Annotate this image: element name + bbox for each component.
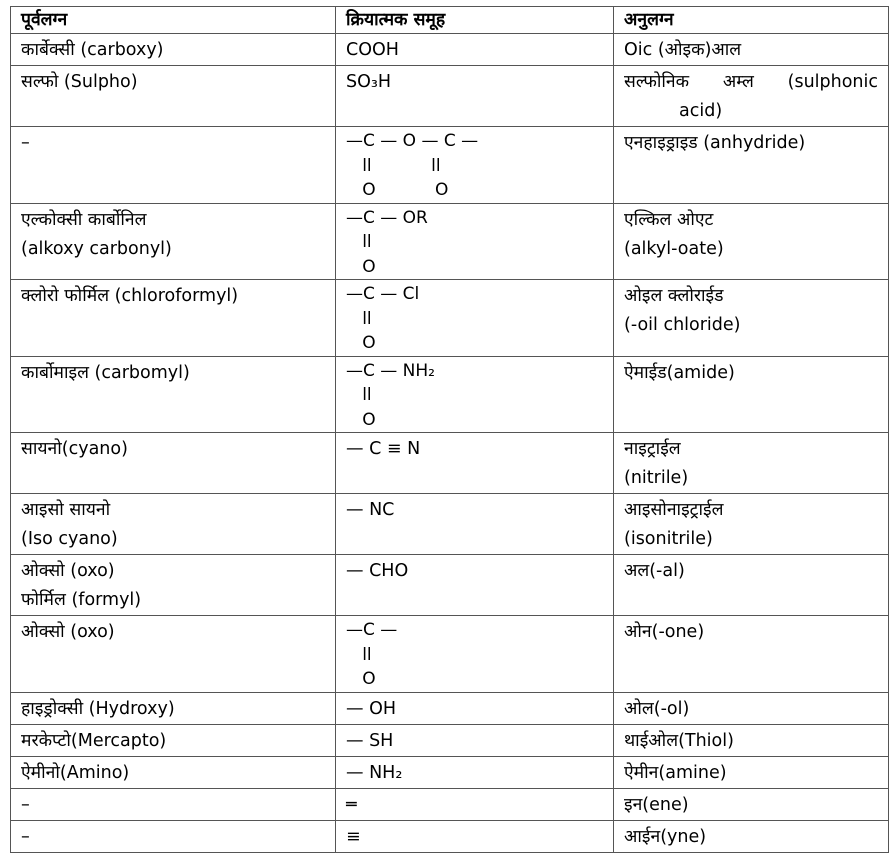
prefix-line: क्लोरो फोर्मिल (chloroformyl) (21, 286, 239, 306)
suffix-line: एनहाइड्राइड (anhydride) (624, 133, 806, 153)
prefix-line: – (21, 794, 30, 815)
suffix-cell (614, 280, 889, 357)
group-line: O O (346, 180, 449, 200)
prefix-line: फोर्मिल (formyl) (21, 590, 142, 610)
prefix-line: (alkoxy carbonyl) (21, 238, 172, 259)
table-row (11, 616, 889, 693)
group-line: — NH₂ (346, 762, 403, 783)
suffix-line: Oic (ओइक)आल (624, 40, 742, 60)
table-row (11, 724, 889, 756)
group-line: —C — (346, 620, 398, 640)
prefix-cell (11, 433, 336, 494)
prefix-line: – (21, 826, 30, 847)
group-line: O (346, 333, 376, 353)
suffix-line: ओइल क्लोराईड (624, 286, 724, 306)
group-line: —C — Cl (346, 284, 420, 304)
prefix-line: सायनो(cyano) (21, 439, 128, 459)
suffix-line: (alkyl-oate) (624, 238, 724, 259)
group-line: ≡ (346, 826, 361, 847)
group-line: — SH (346, 730, 394, 751)
group-line: ll (346, 644, 372, 665)
group-cell (336, 127, 614, 204)
prefix-cell (11, 356, 336, 433)
prefix-line: आइसो सायनो (21, 500, 111, 520)
group-line: —C — O — C — (346, 131, 479, 151)
prefix-cell (11, 555, 336, 616)
prefix-cell (11, 280, 336, 357)
table-row (11, 820, 889, 852)
prefix-cell (11, 820, 336, 852)
suffix-cell (614, 203, 889, 280)
suffix-line: ओन(-one) (624, 622, 705, 642)
prefix-line: एल्कोक्सी कार्बोनिल (21, 209, 147, 230)
table-row (11, 433, 889, 494)
suffix-line: ओल(-ol) (624, 698, 690, 719)
prefix-cell (11, 788, 336, 820)
table-row (11, 555, 889, 616)
suffix-cell (614, 494, 889, 555)
group-cell (336, 616, 614, 693)
suffix-cell (614, 555, 889, 616)
suffix-line: थाईओल(Thiol) (624, 730, 734, 751)
group-cell (336, 66, 614, 127)
table-row (11, 34, 889, 66)
group-line: ═ (346, 794, 357, 815)
group-line: SO₃H (346, 72, 392, 92)
group-line: O (346, 669, 376, 689)
group-line: —C — OR (346, 207, 428, 228)
prefix-line: ओक्सो (oxo) (21, 622, 115, 642)
table-row (11, 692, 889, 724)
group-line: COOH (346, 40, 399, 60)
prefix-line: कार्बोमाइल (carbomyl) (21, 362, 190, 383)
table-row (11, 203, 889, 280)
prefix-line: मरकेप्टो(Mercapto) (21, 730, 167, 751)
group-cell (336, 34, 614, 66)
prefix-cell (11, 127, 336, 204)
prefix-line: ऐमीनो(Amino) (21, 762, 130, 783)
prefix-cell (11, 616, 336, 693)
group-cell (336, 756, 614, 788)
suffix-line: (isonitrile) (624, 529, 713, 549)
header-row (11, 7, 889, 34)
prefix-cell (11, 756, 336, 788)
suffix-line: acid) (679, 101, 723, 121)
prefix-cell (11, 494, 336, 555)
prefix-line: ओक्सो (oxo) (21, 561, 115, 581)
suffix-cell (614, 34, 889, 66)
header-prefix: पूर्वलग्न (11, 7, 336, 34)
header-suffix: अनुलग्न (614, 7, 889, 34)
table-row (11, 280, 889, 357)
suffix-line: आईन(yne) (624, 826, 707, 847)
table-row (11, 494, 889, 555)
group-line: ll ll (346, 155, 441, 176)
prefix-cell (11, 66, 336, 127)
group-cell (336, 555, 614, 616)
prefix-cell (11, 203, 336, 280)
table-row (11, 127, 889, 204)
suffix-cell (614, 788, 889, 820)
suffix-line: ऐमाईड(amide) (624, 362, 735, 383)
prefix-cell (11, 724, 336, 756)
suffix-line: अल(-al) (624, 561, 685, 581)
suffix-line: सल्फोनिक अम्ल (sulphonic (624, 72, 878, 92)
table-row (11, 788, 889, 820)
suffix-cell (614, 724, 889, 756)
table-body (11, 34, 889, 853)
group-line: O (346, 256, 376, 277)
group-line: — C ≡ N (346, 439, 421, 459)
suffix-line: नाइट्राईल (624, 439, 681, 459)
prefix-line: – (21, 133, 30, 153)
group-cell (336, 820, 614, 852)
group-line: O (346, 409, 376, 430)
group-cell (336, 356, 614, 433)
header-group: क्रियात्मक समूह (336, 7, 614, 34)
prefix-cell (11, 34, 336, 66)
group-line: —C — NH₂ (346, 360, 435, 381)
suffix-line: ऐमीन(amine) (624, 762, 727, 783)
prefix-line: कार्बेक्सी (carboxy) (21, 40, 164, 60)
suffix-cell (614, 356, 889, 433)
table-row (11, 66, 889, 127)
group-line: ll (346, 232, 372, 252)
suffix-cell (614, 66, 889, 127)
suffix-line: (-oil chloride) (624, 315, 741, 335)
group-cell (336, 203, 614, 280)
group-cell (336, 692, 614, 724)
prefix-line: (Iso cyano) (21, 529, 118, 549)
suffix-cell (614, 756, 889, 788)
prefix-cell (11, 692, 336, 724)
suffix-cell (614, 616, 889, 693)
group-line: — OH (346, 698, 396, 719)
suffix-cell (614, 433, 889, 494)
functional-group-table (10, 6, 889, 853)
group-cell (336, 494, 614, 555)
group-line: — CHO (346, 561, 409, 581)
group-line: ll (346, 308, 372, 329)
suffix-cell (614, 127, 889, 204)
group-cell (336, 280, 614, 357)
prefix-line: सल्फो (Sulpho) (21, 72, 138, 92)
group-line: — NC (346, 500, 395, 520)
group-cell (336, 433, 614, 494)
suffix-line: इन(ene) (624, 794, 689, 815)
group-cell (336, 724, 614, 756)
suffix-cell (614, 692, 889, 724)
table-row (11, 356, 889, 433)
suffix-line: एल्किल ओएट (624, 209, 714, 230)
group-line: ll (346, 385, 372, 405)
group-cell (336, 788, 614, 820)
prefix-line: हाइड्रोक्सी (Hydroxy) (21, 698, 175, 719)
suffix-line: आइसोनाइट्राईल (624, 500, 724, 520)
suffix-cell (614, 820, 889, 852)
suffix-line: (nitrile) (624, 468, 689, 488)
table-row (11, 756, 889, 788)
